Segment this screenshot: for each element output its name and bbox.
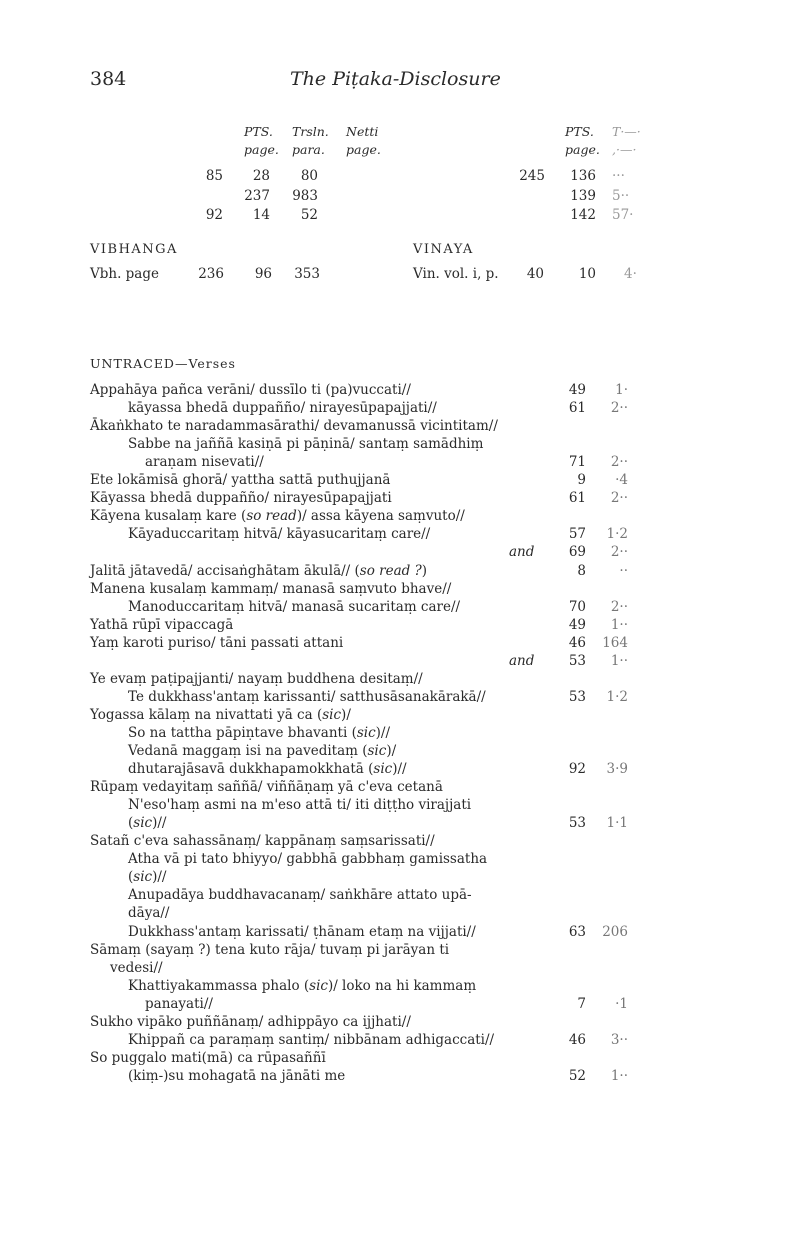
verse-text: Yathā rūpī vipaccagā <box>90 617 234 633</box>
header-trsln-sub: para. <box>292 142 325 157</box>
verse-text: Khippañ ca paraṃaṃ santiṃ/ nibbānam adhigaccati// <box>128 1032 495 1048</box>
vibhanga-value: 353 <box>294 266 320 282</box>
header-pts-sub: page. <box>244 142 279 157</box>
section-title-vibhanga: VIBHANGA <box>90 242 178 257</box>
verse-text: kāyassa bhedā duppañño/ nirayesūpapajjati// <box>128 400 437 416</box>
verse-trsln-para: 1·· <box>610 653 628 669</box>
verse-pts-page: 9 <box>577 472 586 488</box>
header-trsln-right: T·—· <box>612 124 641 139</box>
table-cell-trsln: 52 <box>300 207 318 223</box>
table-cell-trsln: ··· <box>612 168 625 184</box>
verse-trsln-para: ·1 <box>615 996 628 1012</box>
verse-text: panayati// <box>145 996 213 1012</box>
verse-text: (sic)// <box>128 869 167 885</box>
verse-pts-page: 8 <box>577 563 586 579</box>
vinaya-value: 4· <box>624 266 637 282</box>
verse-text: Kāyaduccaritaṃ hitvā/ kāyasucaritaṃ care// <box>128 526 431 542</box>
verse-text: Manoduccaritaṃ hitvā/ manasā sucaritaṃ care// <box>128 599 461 615</box>
verse-trsln-para: 1·1 <box>606 815 628 831</box>
table-row-label: 245 <box>519 168 545 184</box>
verse-pts-page: 57 <box>568 526 586 542</box>
verse-text: Atha vā pi tato bhiyyo/ gabbhā gabbhaṃ gamissatha <box>128 851 488 867</box>
verse-text: Vedanā maggaṃ isi na paveditaṃ (sic)/ <box>128 743 397 759</box>
verse-text: So na tattha pāpiṇtave bhavanti (sic)// <box>128 725 391 741</box>
verse-text: Dukkhass'antaṃ karissati/ ṭhānam etaṃ na vijjati// <box>128 924 476 940</box>
header-pts: PTS. <box>244 124 273 139</box>
verse-text: Appahāya pañca verāni/ dussīlo ti (pa)vuccati// <box>90 382 411 398</box>
verse-trsln-para: 2·· <box>610 544 628 560</box>
verse-text: Sukho vipāko puññānaṃ/ adhippāyo ca ijjhati// <box>90 1014 411 1030</box>
verse-text: Satañ c'eva sahassānaṃ/ kappānaṃ saṃsarissati// <box>90 833 435 849</box>
verse-pts-page: 53 <box>568 689 586 705</box>
verse-pts-page: 52 <box>568 1068 586 1084</box>
verse-text: So puggalo mati(mā) ca rūpasaññī <box>90 1050 326 1066</box>
vibhanga-label: Vbh. page <box>90 266 159 282</box>
verse-text: Ye evaṃ paṭipajjanti/ nayaṃ buddhena desitaṃ// <box>90 671 423 687</box>
verse-pts-page: 46 <box>568 1032 586 1048</box>
section-title-vinaya: VINAYA <box>413 242 474 257</box>
verse-pts-page: 61 <box>568 400 586 416</box>
page-number: 384 <box>90 68 127 90</box>
verse-text: (sic)// <box>128 815 167 831</box>
verse-text: Ākaṅkhato te naradammasārathi/ devamanussā vicintitam// <box>90 418 498 434</box>
header-trsln-sub-right: ,·—· <box>612 142 637 157</box>
table-row-label: 92 <box>205 207 223 223</box>
header-netti: Netti <box>346 124 379 139</box>
vibhanga-value: 96 <box>254 266 272 282</box>
verse-pts-page: 7 <box>577 996 586 1012</box>
verse-text: Yogassa kālaṃ na nivattati yā ca (sic)/ <box>90 707 351 723</box>
table-cell-pts: 136 <box>570 168 596 184</box>
verse-trsln-para: 1·2 <box>606 526 628 542</box>
verse-text: Kāyena kusalaṃ kare (so read)/ assa kāyena saṃvuto// <box>90 508 465 524</box>
verse-pts-page: 53 <box>568 653 586 669</box>
verse-text: Jalitā jātavedā/ accisaṅghātam ākulā// (so read ?) <box>90 563 428 579</box>
verse-trsln-para: 1·2 <box>606 689 628 705</box>
verse-trsln-para: 164 <box>602 635 628 651</box>
verse-pts-page: 92 <box>568 761 586 777</box>
verse-trsln-para: 206 <box>602 924 628 940</box>
table-cell-trsln: 80 <box>300 168 318 184</box>
verse-text: dhutarajāsavā dukkhapamokkhatā (sic)// <box>128 761 407 777</box>
vinaya-label: Vin. vol. i, p. <box>413 266 499 282</box>
header-trsln: Trsln. <box>292 124 329 139</box>
verse-trsln-para: 2·· <box>610 490 628 506</box>
verse-pts-page: 71 <box>568 454 586 470</box>
table-cell-trsln: 983 <box>292 188 318 204</box>
vinaya-value: 40 <box>526 266 544 282</box>
verse-text: dāya// <box>128 905 170 921</box>
verse-pts-page: 49 <box>568 382 586 398</box>
verse-trsln-para: 1·· <box>610 617 628 633</box>
vibhanga-value: 236 <box>198 266 224 282</box>
verse-text: araṇam nisevati// <box>145 454 264 470</box>
verse-trsln-para: 1· <box>615 382 628 398</box>
section-title-untraced: UNTRACED—Verses <box>90 356 236 371</box>
verse-text: Kāyassa bhedā duppañño/ nirayesūpapajjati <box>90 490 392 506</box>
verse-pts-page: 53 <box>568 815 586 831</box>
verse-text: Sabbe na jaññā kasiṇā pi pāṇinā/ santaṃ samādhiṃ <box>128 436 484 452</box>
verse-pts-page: 70 <box>568 599 586 615</box>
table-cell-pts: 139 <box>570 188 596 204</box>
verse-text: Anupadāya buddhavacanaṃ/ saṅkhāre attato upā- <box>128 887 472 903</box>
table-cell-pts: 237 <box>244 188 270 204</box>
verse-text: Manena kusalaṃ kammaṃ/ manasā saṃvuto bhave// <box>90 581 452 597</box>
verse-pts-page: 61 <box>568 490 586 506</box>
verse-text: Yaṃ karoti puriso/ tāni passati attani <box>90 635 344 651</box>
vinaya-value: 10 <box>578 266 596 282</box>
verse-pts-page: 46 <box>568 635 586 651</box>
verse-text: Rūpaṃ vedayitaṃ saññā/ viññāṇaṃ yā c'eva cetanā <box>90 779 443 795</box>
verse-text: Sāmaṃ (sayaṃ ?) tena kuto rāja/ tuvaṃ pi jarāyan ti <box>90 942 450 958</box>
verse-trsln-para: 2·· <box>610 400 628 416</box>
verse-pts-page: 49 <box>568 617 586 633</box>
verse-trsln-para: 3·9 <box>606 761 628 777</box>
verse-trsln-para: 2·· <box>610 599 628 615</box>
header-netti-sub: page. <box>346 142 381 157</box>
verse-trsln-para: ·4 <box>615 472 628 488</box>
verse-text: Te dukkhass'antaṃ karissanti/ satthusāsanakārakā// <box>128 689 486 705</box>
verse-text: and <box>509 544 535 560</box>
verse-trsln-para: ·· <box>619 563 628 579</box>
verse-text: Ete lokāmisā ghorā/ yattha sattā puthujjanā <box>90 472 391 488</box>
table-cell-pts: 28 <box>252 168 270 184</box>
verse-pts-page: 69 <box>568 544 586 560</box>
table-cell-trsln: 5·· <box>612 188 630 204</box>
table-row-label: 85 <box>205 168 223 184</box>
header-pts-sub-right: page. <box>565 142 600 157</box>
verse-text: N'eso'haṃ asmi na m'eso attā ti/ iti diṭṭho virajjati <box>128 797 472 813</box>
verse-pts-page: 63 <box>568 924 586 940</box>
verse-text: (kiṃ-)su mohagatā na jānāti me <box>128 1068 346 1084</box>
header-pts-right: PTS. <box>565 124 594 139</box>
table-cell-pts: 14 <box>252 207 270 223</box>
verse-trsln-para: 3·· <box>610 1032 628 1048</box>
verse-trsln-para: 2·· <box>610 454 628 470</box>
table-cell-trsln: 57· <box>612 207 634 223</box>
running-head: The Piṭaka-Disclosure <box>290 68 501 90</box>
table-cell-pts: 142 <box>570 207 596 223</box>
verse-trsln-para: 1·· <box>610 1068 628 1084</box>
verse-text: and <box>509 653 535 669</box>
verse-text: Khattiyakammassa phalo (sic)/ loko na hi kammaṃ <box>128 978 477 994</box>
verse-text: vedesi// <box>110 960 163 976</box>
